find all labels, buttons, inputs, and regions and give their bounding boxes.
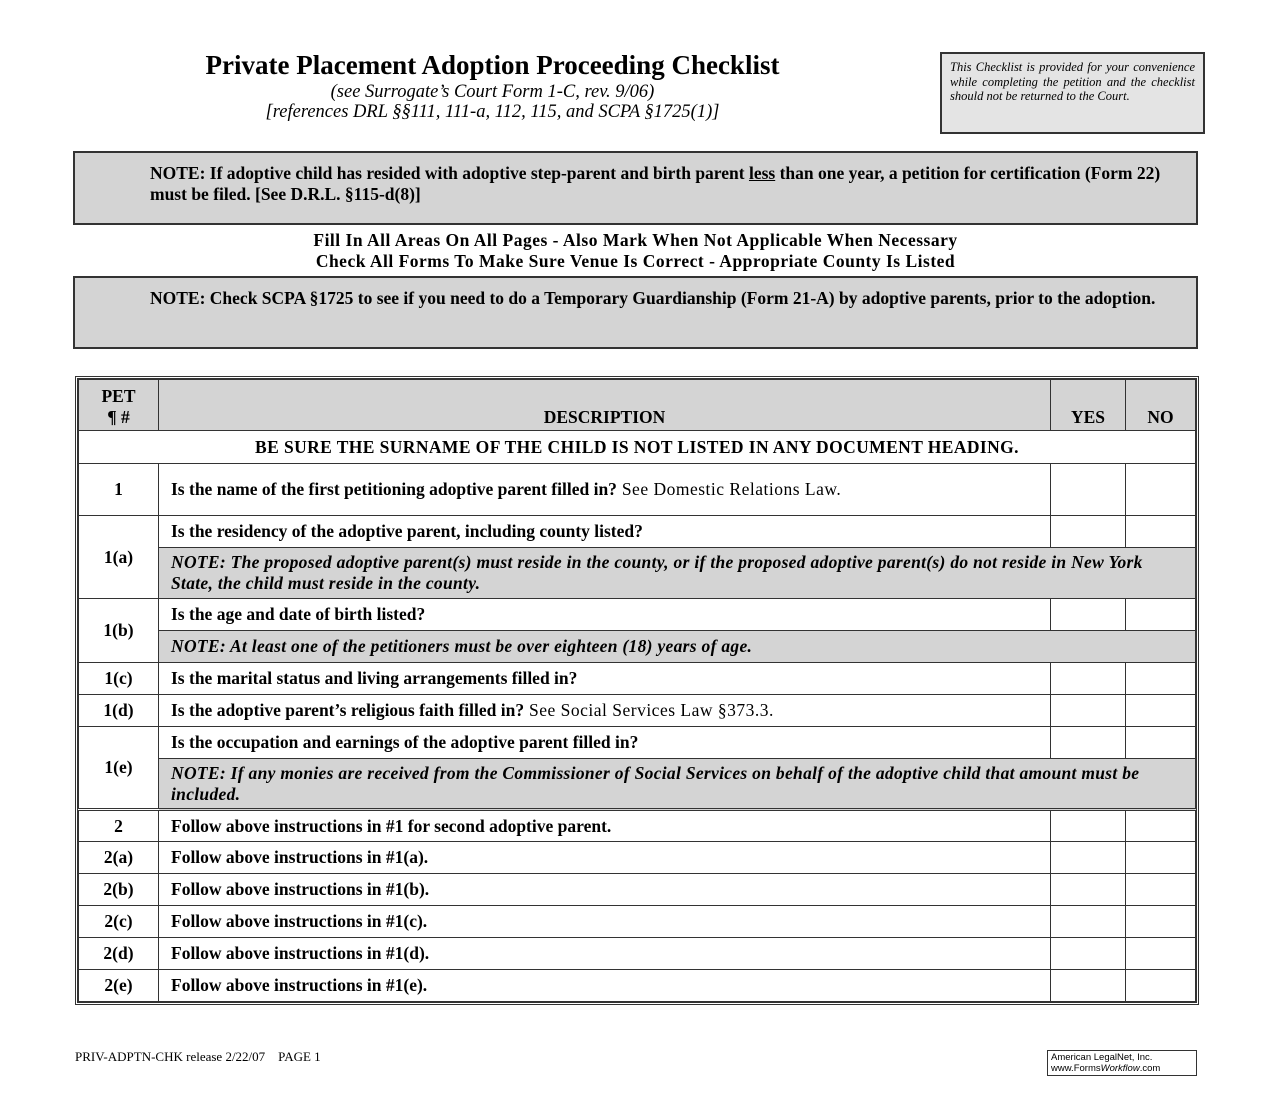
table-row xyxy=(79,842,1196,874)
question: Follow above instructions in #1(b). xyxy=(171,879,430,899)
row-description xyxy=(159,599,1051,631)
no-checkbox-cell[interactable] xyxy=(1126,663,1196,695)
publisher-name: American LegalNet, Inc. xyxy=(1051,1052,1153,1063)
pet-number: 2(b) xyxy=(79,874,159,906)
guardianship-note: NOTE: Check SCPA §1725 to see if you need to do a Temporary Guardianship (Form 21-A) by adoptive parents, prior to the adoption. xyxy=(73,276,1198,349)
pet-number: 1(e) xyxy=(79,727,159,810)
question: Follow above instructions in #1(e). xyxy=(171,975,428,995)
pet-number: 1(c) xyxy=(79,663,159,695)
disclaimer-box: This Checklist is provided for your convenience while completing the petition and the checklist should not be returned to the Court. xyxy=(940,52,1205,134)
table-row xyxy=(79,599,1196,631)
pet-number: 1(a) xyxy=(79,516,159,599)
no-checkbox-cell[interactable] xyxy=(1126,842,1196,874)
instruction-line: Check All Forms To Make Sure Venue Is Correct - Appropriate County Is Listed xyxy=(315,251,956,271)
description-header: DESCRIPTION xyxy=(159,380,1051,431)
form-reference: (see Surrogate’s Court Form 1-C, rev. 9/06) xyxy=(330,82,655,102)
note-underlined: less xyxy=(748,163,776,183)
reference: See Social Services Law §373.3. xyxy=(524,700,774,720)
surname-warning: BE SURE THE SURNAME OF THE CHILD IS NOT LISTED IN ANY DOCUMENT HEADING. xyxy=(79,431,1196,464)
yes-checkbox-cell[interactable] xyxy=(1051,599,1126,631)
note-row xyxy=(79,631,1196,663)
pet-number: 2 xyxy=(79,810,159,842)
no-checkbox-cell[interactable] xyxy=(1126,695,1196,727)
row-description xyxy=(159,663,1051,695)
row-description xyxy=(159,874,1051,906)
row-note: NOTE: The proposed adoptive parent(s) must reside in the county, or if the proposed adoptive parent(s) do not reside in New York State, the child must reside in the county. xyxy=(159,548,1196,599)
row-description xyxy=(159,938,1051,970)
row-description xyxy=(159,727,1051,759)
yes-checkbox-cell[interactable] xyxy=(1051,970,1126,1002)
no-checkbox-cell[interactable] xyxy=(1126,906,1196,938)
question: Is the residency of the adoptive parent, including county listed? xyxy=(171,521,643,541)
question: Follow above instructions in #1(a). xyxy=(171,847,429,867)
pet-header-line2: ¶ # xyxy=(107,407,130,427)
yes-checkbox-cell[interactable] xyxy=(1051,842,1126,874)
yes-checkbox-cell[interactable] xyxy=(1051,695,1126,727)
row-description xyxy=(159,464,1051,516)
no-checkbox-cell[interactable] xyxy=(1126,516,1196,548)
publisher-url: www.FormsWorkflow.com xyxy=(1051,1063,1161,1074)
pet-number: 1(b) xyxy=(79,599,159,663)
question: Follow above instructions in #1(d). xyxy=(171,943,430,963)
release-text: PRIV-ADPTN-CHK release 2/22/07 xyxy=(75,1049,266,1064)
table-row xyxy=(79,874,1196,906)
pet-number: 2(a) xyxy=(79,842,159,874)
row-description xyxy=(159,842,1051,874)
question: Is the adoptive parent’s religious faith filled in? xyxy=(171,700,525,720)
yes-checkbox-cell[interactable] xyxy=(1051,516,1126,548)
row-description xyxy=(159,695,1051,727)
pet-number: 2(e) xyxy=(79,970,159,1002)
pet-number: 2(c) xyxy=(79,906,159,938)
pet-number: 2(d) xyxy=(79,938,159,970)
question: Is the name of the first petitioning adoptive parent filled in? xyxy=(171,479,617,499)
yes-checkbox-cell[interactable] xyxy=(1051,906,1126,938)
yes-checkbox-cell[interactable] xyxy=(1051,938,1126,970)
note-row xyxy=(79,548,1196,599)
row-note: NOTE: If any monies are received from the Commissioner of Social Services on behalf of the adoptive child that amount must be included. xyxy=(159,759,1196,810)
row-description xyxy=(159,516,1051,548)
table-row xyxy=(79,663,1196,695)
no-checkbox-cell[interactable] xyxy=(1126,970,1196,1002)
question: Follow above instructions in #1 for second adoptive parent. xyxy=(171,815,612,836)
yes-header: YES xyxy=(1051,380,1126,431)
note-row xyxy=(79,759,1196,810)
no-checkbox-cell[interactable] xyxy=(1126,874,1196,906)
no-checkbox-cell[interactable] xyxy=(1126,810,1196,842)
question: Is the marital status and living arrangements filled in? xyxy=(171,668,578,688)
table-row xyxy=(79,464,1196,516)
row-description xyxy=(159,810,1051,842)
table-row xyxy=(79,810,1196,842)
question: Is the occupation and earnings of the adoptive parent filled in? xyxy=(171,732,639,752)
page-number: PAGE 1 xyxy=(278,1049,321,1064)
yes-checkbox-cell[interactable] xyxy=(1051,810,1126,842)
no-checkbox-cell[interactable] xyxy=(1126,727,1196,759)
row-description xyxy=(159,906,1051,938)
pet-header-line1: PET xyxy=(101,386,136,406)
instruction-line: Fill In All Areas On All Pages - Also Mark When Not Applicable When Necessary xyxy=(313,230,958,250)
note-text: than one year, a petition for certification (Form 22) must be filed. [See D.R.L. §115-d(8)] xyxy=(150,163,1161,204)
law-references: [references DRL §§111, 111-a, 112, 115, and SCPA §1725(1)] xyxy=(265,102,720,122)
checklist-table xyxy=(75,376,1199,1005)
question: Follow above instructions in #1(c). xyxy=(171,911,428,931)
table-row xyxy=(79,970,1196,1002)
question: Is the age and date of birth listed? xyxy=(171,604,426,624)
no-checkbox-cell[interactable] xyxy=(1126,938,1196,970)
row-note: NOTE: At least one of the petitioners must be over eighteen (18) years of age. xyxy=(159,631,1196,663)
yes-checkbox-cell[interactable] xyxy=(1051,663,1126,695)
page-title: Private Placement Adoption Proceeding Checklist xyxy=(205,50,780,80)
yes-checkbox-cell[interactable] xyxy=(1051,874,1126,906)
table-row xyxy=(79,938,1196,970)
no-checkbox-cell[interactable] xyxy=(1126,464,1196,516)
pet-number: 1 xyxy=(79,464,159,516)
no-checkbox-cell[interactable] xyxy=(1126,599,1196,631)
publisher-logo xyxy=(1047,1050,1197,1076)
table-row xyxy=(79,727,1196,759)
footer-release xyxy=(75,1049,321,1065)
yes-checkbox-cell[interactable] xyxy=(1051,727,1126,759)
note-text: NOTE: If adoptive child has resided with adoptive step-parent and birth parent xyxy=(150,163,749,183)
no-header: NO xyxy=(1126,380,1196,431)
pet-header xyxy=(79,380,159,431)
row-description xyxy=(159,970,1051,1002)
yes-checkbox-cell[interactable] xyxy=(1051,464,1126,516)
reference: See Domestic Relations Law. xyxy=(616,479,842,499)
table-row xyxy=(79,906,1196,938)
step-parent-note xyxy=(73,151,1198,225)
table-row xyxy=(79,516,1196,548)
table-row xyxy=(79,695,1196,727)
pet-number: 1(d) xyxy=(79,695,159,727)
